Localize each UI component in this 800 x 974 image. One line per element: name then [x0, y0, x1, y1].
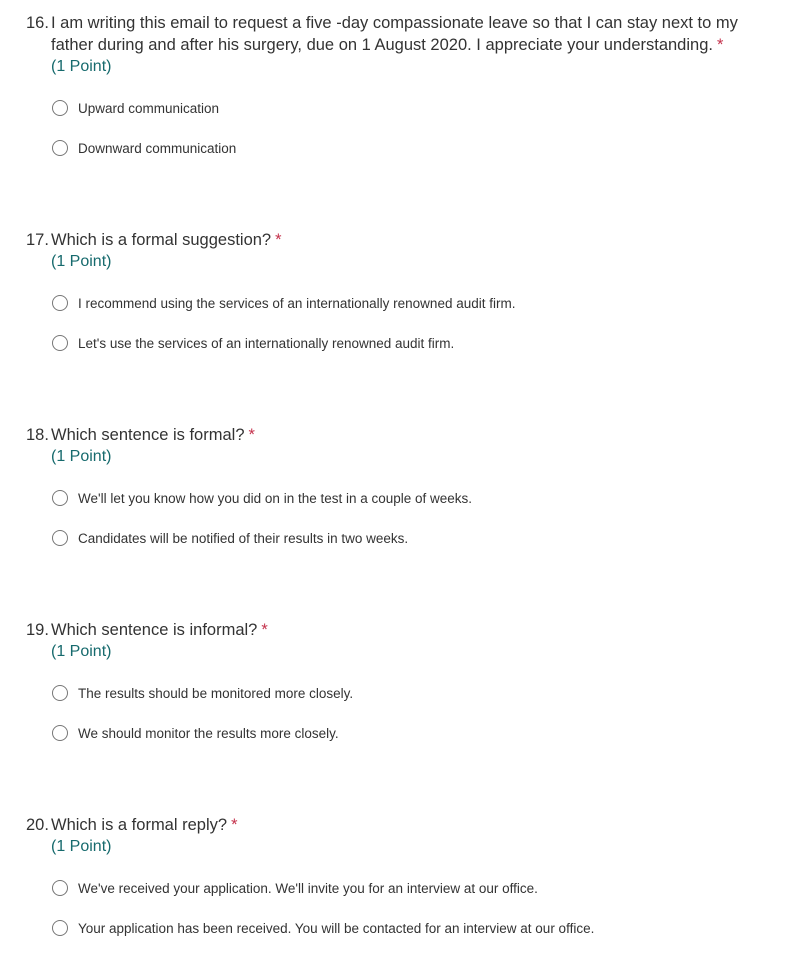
required-asterisk: * — [231, 816, 238, 834]
radio-button[interactable] — [52, 295, 68, 311]
question-number: 19. — [26, 621, 49, 639]
choice-option[interactable] — [52, 98, 219, 118]
question-20 — [0, 814, 800, 858]
radio-button[interactable] — [52, 685, 68, 701]
radio-button[interactable] — [52, 880, 68, 896]
question-points: (1 Point) — [51, 253, 112, 270]
radio-button[interactable] — [52, 530, 68, 546]
required-asterisk: * — [716, 36, 724, 54]
choice-option[interactable] — [52, 918, 594, 938]
question-points: (1 Point) — [51, 58, 112, 75]
radio-button[interactable] — [52, 920, 68, 936]
question-18 — [0, 424, 800, 468]
radio-button[interactable] — [52, 490, 68, 506]
choice-option[interactable] — [52, 333, 454, 353]
question-text: Which is a formal suggestion? — [51, 231, 272, 249]
choice-label: I recommend using the services of an internationally renowned audit firm. — [78, 295, 516, 311]
question-points: (1 Point) — [51, 643, 112, 660]
question-number: 17. — [26, 231, 49, 249]
question-text: I am writing this email to request a five -day compassionate leave so that I can stay next to my father during and after his surgery, due on 1 August 2020. I appreciate your understanding. — [51, 14, 738, 54]
choice-label: We should monitor the results more closely. — [78, 725, 339, 741]
required-asterisk: * — [248, 426, 255, 444]
choice-label: We've received your application. We'll invite you for an interview at our office. — [78, 880, 538, 896]
question-19 — [0, 619, 800, 663]
choice-label: We'll let you know how you did on in the test in a couple of weeks. — [78, 490, 473, 506]
choice-option[interactable] — [52, 683, 353, 703]
question-text: Which sentence is informal? — [51, 621, 258, 639]
question-number: 20. — [26, 816, 49, 834]
question-16 — [0, 12, 800, 78]
question-points: (1 Point) — [51, 838, 112, 855]
question-header — [0, 619, 800, 663]
choice-option[interactable] — [52, 528, 408, 548]
choice-option[interactable] — [52, 878, 538, 898]
question-17 — [0, 229, 800, 273]
choice-label: Candidates will be notified of their results in two weeks. — [78, 530, 409, 546]
question-text: Which sentence is formal? — [51, 426, 245, 444]
choice-option[interactable] — [52, 138, 236, 158]
choice-option[interactable] — [52, 488, 472, 508]
question-header — [0, 814, 800, 858]
choice-option[interactable] — [52, 723, 339, 743]
question-header — [0, 229, 800, 273]
required-asterisk: * — [275, 231, 282, 249]
choice-label: Your application has been received. You will be contacted for an interview at our office. — [78, 920, 595, 936]
choice-label: Upward communication — [78, 100, 220, 116]
choice-label: The results should be monitored more closely. — [78, 685, 354, 701]
radio-button[interactable] — [52, 100, 68, 116]
question-text: Which is a formal reply? — [51, 816, 228, 834]
question-header — [0, 12, 800, 78]
choice-label: Downward communication — [78, 140, 237, 156]
radio-button[interactable] — [52, 335, 68, 351]
choice-option[interactable] — [52, 293, 515, 313]
choice-label: Let's use the services of an internationally renowned audit firm. — [78, 335, 455, 351]
question-header — [0, 424, 800, 468]
question-number: 16. — [26, 14, 49, 32]
required-asterisk: * — [261, 621, 268, 639]
radio-button[interactable] — [52, 725, 68, 741]
question-points: (1 Point) — [51, 448, 112, 465]
radio-button[interactable] — [52, 140, 68, 156]
question-number: 18. — [26, 426, 49, 444]
